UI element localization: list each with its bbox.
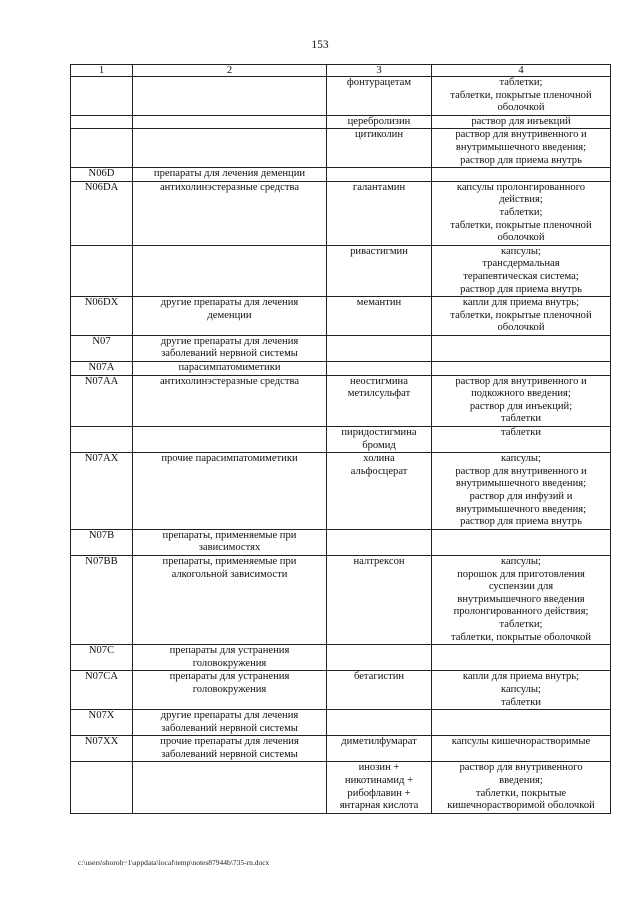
code-cell: N07X [71, 710, 133, 736]
code-cell: N07CA [71, 671, 133, 710]
table-row [71, 77, 611, 116]
code-cell [71, 245, 133, 296]
code-cell: N06DA [71, 181, 133, 245]
header-cell-2: 2 [133, 65, 327, 77]
group-cell [133, 427, 327, 453]
header-cell-3: 3 [327, 65, 432, 77]
table-header-row [71, 65, 611, 77]
group-cell: препараты для лечения деменции [133, 168, 327, 182]
dosage-form-cell: таблетки [432, 427, 611, 453]
group-cell [133, 762, 327, 813]
table-row [71, 115, 611, 129]
table-row [71, 168, 611, 182]
drug-cell: инозин + никотинамид + рибофлавин + янтарная кислота [327, 762, 432, 813]
table-row [71, 362, 611, 376]
group-cell: препараты, применяемые при алкогольной зависимости [133, 555, 327, 644]
dosage-form-cell: раствор для внутривенного введения; таблетки, покрытые кишечнорастворимой оболочкой [432, 762, 611, 813]
drug-cell [327, 645, 432, 671]
drug-cell: пиридостигмина бромид [327, 427, 432, 453]
dosage-form-cell [432, 645, 611, 671]
code-cell [71, 115, 133, 129]
code-cell: N07BB [71, 555, 133, 644]
dosage-form-cell: раствор для внутривенного и подкожного введения; раствор для инъекций; таблетки [432, 375, 611, 426]
group-cell [133, 129, 327, 168]
drug-cell: церебролизин [327, 115, 432, 129]
code-cell: N06D [71, 168, 133, 182]
dosage-form-cell: капсулы пролонгированного действия; таблетки; таблетки, покрытые пленочной оболочкой [432, 181, 611, 245]
drug-cell [327, 529, 432, 555]
dosage-form-cell: капсулы; трансдермальная терапевтическая система; раствор для приема внутрь [432, 245, 611, 296]
code-cell: N07 [71, 335, 133, 361]
code-cell: N07A [71, 362, 133, 376]
group-cell: препараты для устранения головокружения [133, 671, 327, 710]
table-row [71, 129, 611, 168]
group-cell: антихолинэстеразные средства [133, 181, 327, 245]
group-cell: прочие парасимпатомиметики [133, 453, 327, 530]
table-row [71, 529, 611, 555]
dosage-form-cell: раствор для инъекций [432, 115, 611, 129]
group-cell: антихолинэстеразные средства [133, 375, 327, 426]
code-cell [71, 77, 133, 116]
drug-cell: бетагистин [327, 671, 432, 710]
code-cell [71, 427, 133, 453]
dosage-form-cell: капли для приема внутрь; таблетки, покрытые пленочной оболочкой [432, 297, 611, 336]
code-cell: N07C [71, 645, 133, 671]
drug-cell: фонтурацетам [327, 77, 432, 116]
group-cell [133, 77, 327, 116]
dosage-form-cell [432, 710, 611, 736]
header-cell-1: 1 [71, 65, 133, 77]
code-cell [71, 129, 133, 168]
table-row [71, 375, 611, 426]
dosage-form-cell: капсулы; порошок для приготовления суспензии для внутримышечного введения пролонгированного действия; таблетки; таблетки, покрытые оболочкой [432, 555, 611, 644]
group-cell [133, 245, 327, 296]
page-number: 153 [311, 39, 329, 51]
table-row [71, 555, 611, 644]
group-cell: другие препараты для лечения заболеваний нервной системы [133, 335, 327, 361]
drug-table [70, 64, 611, 814]
code-cell: N06DX [71, 297, 133, 336]
table-row [71, 453, 611, 530]
table-row [71, 645, 611, 671]
drug-cell: цитиколин [327, 129, 432, 168]
drug-cell: неостигмина метилсульфат [327, 375, 432, 426]
table-row [71, 427, 611, 453]
code-cell: N07AA [71, 375, 133, 426]
dosage-form-cell: таблетки; таблетки, покрытые пленочной оболочкой [432, 77, 611, 116]
dosage-form-cell: капсулы; раствор для внутривенного и внутримышечного введения; раствор для инфузий и внутримышечного введения; раствор для приема внутрь [432, 453, 611, 530]
group-cell: парасимпатомиметики [133, 362, 327, 376]
code-cell [71, 762, 133, 813]
table-row [71, 335, 611, 361]
table-row [71, 245, 611, 296]
drug-cell [327, 362, 432, 376]
dosage-form-cell [432, 362, 611, 376]
table-row [71, 710, 611, 736]
table-row [71, 181, 611, 245]
group-cell: прочие препараты для лечения заболеваний нервной системы [133, 736, 327, 762]
code-cell: N07B [71, 529, 133, 555]
table-row [71, 671, 611, 710]
group-cell [133, 115, 327, 129]
dosage-form-cell: капсулы кишечнорастворимые [432, 736, 611, 762]
drug-cell [327, 335, 432, 361]
group-cell: другие препараты для лечения деменции [133, 297, 327, 336]
code-cell: N07XX [71, 736, 133, 762]
drug-cell: диметилфумарат [327, 736, 432, 762]
drug-cell: налтрексон [327, 555, 432, 644]
drug-cell [327, 710, 432, 736]
table-row [71, 762, 611, 813]
dosage-form-cell [432, 529, 611, 555]
group-cell: препараты для устранения головокружения [133, 645, 327, 671]
drug-cell: ривастигмин [327, 245, 432, 296]
drug-cell: холина альфосцерат [327, 453, 432, 530]
code-cell: N07AX [71, 453, 133, 530]
drug-cell [327, 168, 432, 182]
table-row [71, 736, 611, 762]
dosage-form-cell [432, 335, 611, 361]
drug-cell: мемантин [327, 297, 432, 336]
dosage-form-cell [432, 168, 611, 182]
table-row [71, 297, 611, 336]
footer-file-path: c:\users\shoroh~1\appdata\local\temp\notes87944b\735-rn.docx [78, 858, 270, 867]
header-cell-4: 4 [432, 65, 611, 77]
group-cell: другие препараты для лечения заболеваний нервной системы [133, 710, 327, 736]
group-cell: препараты, применяемые при зависимостях [133, 529, 327, 555]
dosage-form-cell: раствор для внутривенного и внутримышечного введения; раствор для приема внутрь [432, 129, 611, 168]
dosage-form-cell: капли для приема внутрь; капсулы; таблетки [432, 671, 611, 710]
drug-cell: галантамин [327, 181, 432, 245]
